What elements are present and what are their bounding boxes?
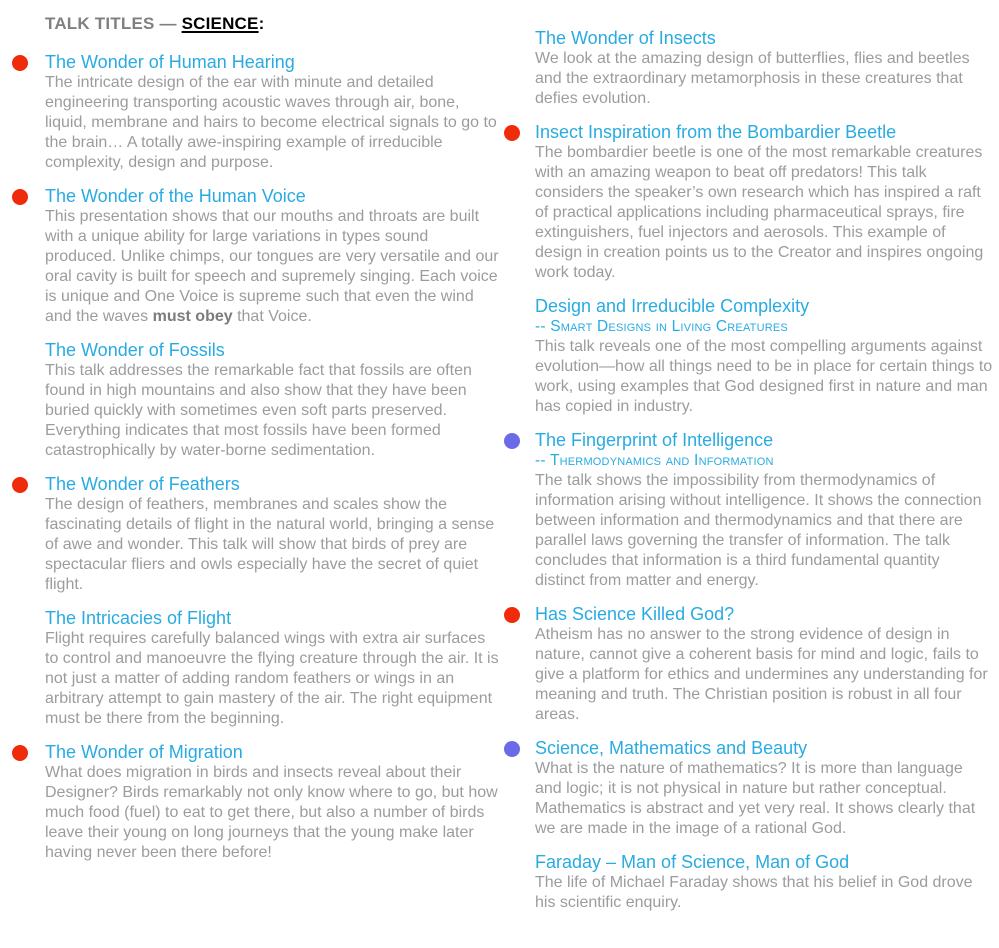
talk-item-human-voice xyxy=(10,185,502,327)
talk-title: The Wonder of Feathers xyxy=(45,474,240,494)
page-title-highlight: SCIENCE xyxy=(181,14,259,33)
description-text: that Voice. xyxy=(232,308,312,325)
bullet-slot xyxy=(10,473,45,595)
talk-description: Atheism has no answer to the strong evidence of design in nature, cannot give a coherent basis for mind and logic, fails to give a platform for ethics and undermines any understanding for meaning and truth. The Christian position is robust in all four areas. xyxy=(535,626,988,723)
talk-description: What is the nature of mathematics? It is more than language and logic; it is not physical in nature but rather conceptual. Mathematics is abstract and yet very real. It shows clearly that we are made in the image of a rational God. xyxy=(535,760,976,837)
talk-title: Has Science Killed God? xyxy=(535,604,735,624)
red-bullet-icon xyxy=(12,189,28,205)
red-bullet-icon xyxy=(12,55,28,71)
talk-title: The Wonder of Migration xyxy=(45,742,243,762)
bullet-slot xyxy=(502,737,535,839)
bullet-slot xyxy=(502,295,535,417)
talk-title: The Wonder of Fossils xyxy=(45,340,225,360)
bullet-slot xyxy=(10,741,45,863)
talk-description: The life of Michael Faraday shows that his belief in God drove his scientific enquiry. xyxy=(535,874,973,911)
talk-item-science-killed-god xyxy=(502,603,993,725)
talk-description: We look at the amazing design of butterflies, flies and beetles and the extraordinary metamorphosis in these creatures that defies evolution. xyxy=(535,50,970,107)
talk-item-faraday xyxy=(502,851,993,913)
talk-description: This talk reveals one of the most compelling arguments against evolution—how all things need to be in place for certain things to work, using examples that God designed first in nature and man has copied in industry. xyxy=(535,338,993,415)
bullet-slot xyxy=(502,121,535,283)
bullet-slot xyxy=(10,51,45,173)
red-bullet-icon xyxy=(12,477,28,493)
talk-item-insects xyxy=(502,27,993,109)
talk-item-irreducible-complexity xyxy=(502,295,993,417)
bullet-slot xyxy=(502,851,535,913)
talk-description: The design of feathers, membranes and scales show the fascinating details of flight in the natural world, bringing a sense of awe and wonder. This talk will show that birds of prey are spectacular fliers and owls especially have the secret of quiet flight. xyxy=(45,496,495,593)
talk-item-feathers xyxy=(10,473,502,595)
talk-item-fingerprint-intelligence xyxy=(502,429,993,591)
bullet-slot xyxy=(502,603,535,725)
talk-item-flight xyxy=(10,607,502,729)
talk-item-fossils xyxy=(10,339,502,461)
red-bullet-icon xyxy=(504,125,520,141)
bullet-slot xyxy=(10,185,45,327)
description-text: This presentation shows that our mouths and throats are built with a unique ability for large variations in types sound produced. Unlike chimps, our tongues are very versatile and our oral cavity is built for speech and supremely singing. Each voice is unique and One Voice is supreme such that even the wind and the waves xyxy=(45,208,499,325)
purple-bullet-icon xyxy=(504,433,520,449)
talk-title: Faraday – Man of Science, Man of God xyxy=(535,852,850,872)
bullet-slot xyxy=(10,339,45,461)
page-title-colon: : xyxy=(258,14,265,33)
talk-title: The Intricacies of Flight xyxy=(45,608,232,628)
talk-subtitle: -- Smart Designs in Living Creatures xyxy=(535,318,788,335)
talk-title: The Wonder of Insects xyxy=(535,28,716,48)
bullet-slot xyxy=(502,429,535,591)
page-title-prefix: TALK TITLES — xyxy=(45,14,182,33)
bullet-slot xyxy=(10,607,45,729)
talk-item-mathematics-beauty xyxy=(502,737,993,839)
page-title xyxy=(45,14,502,34)
talk-title: The Wonder of the Human Voice xyxy=(45,186,306,206)
talk-item-human-hearing xyxy=(10,51,502,173)
talk-title: Insect Inspiration from the Bombardier Beetle xyxy=(535,122,897,142)
talk-subtitle: -- Thermodynamics and Information xyxy=(535,452,774,469)
talk-item-migration xyxy=(10,741,502,863)
talk-description: The intricate design of the ear with minute and detailed engineering transporting acoustic waves through air, bone, liquid, membrane and hairs to become electrical signals to go to the brain… A totally awe-inspiring example of irreducible complexity, design and purpose. xyxy=(45,74,497,171)
right-column xyxy=(502,27,993,925)
red-bullet-icon xyxy=(504,607,520,623)
talk-title: Design and Irreducible Complexity xyxy=(535,296,810,316)
talk-item-bombardier-beetle xyxy=(502,121,993,283)
talk-description: The talk shows the impossibility from thermodynamics of information arising without intelligence. It shows the connection between information and thermodynamics and that there are parallel laws governing the transfer of information. The talk concludes that information is a third fundamental quantity distinct from matter and energy. xyxy=(535,472,982,589)
talk-title: Science, Mathematics and Beauty xyxy=(535,738,808,758)
talk-description: What does migration in birds and insects reveal about their Designer? Birds remarkably not only know where to go, but how much food (fuel) to eat to get there, but also a number of birds leave their young on long journeys that the young make later having never been there before! xyxy=(45,764,498,861)
red-bullet-icon xyxy=(12,745,28,761)
talk-description: The bombardier beetle is one of the most remarkable creatures with an amazing weapon to beat off predators! This talk considers the speaker’s own research which has inspired a raft of practical applications including pharmaceutical sprays, fire extinguishers, fuel injectors and aerosols. This example of design in creation points us to the Creator and inspires ongoing work today. xyxy=(535,144,984,281)
talk-title: The Wonder of Human Hearing xyxy=(45,52,295,72)
talk-description xyxy=(45,207,502,327)
talk-title: The Fingerprint of Intelligence xyxy=(535,430,774,450)
talk-description: Flight requires carefully balanced wings with extra air surfaces to control and manoeuvre the flying creature through the air. It is not just a matter of adding random feathers or wings in an arbitrary attempt to gain mastery of the air. The right equipment must be there from the beginning. xyxy=(45,630,499,727)
purple-bullet-icon xyxy=(504,741,520,757)
left-column xyxy=(10,12,502,925)
talk-description: This talk addresses the remarkable fact that fossils are often found in high mountains and also show that they have been buried quickly with sometimes even soft parts preserved. Everything indicates that most fossils have been formed catastrophically by water-borne sedimentation. xyxy=(45,362,472,459)
description-bold-text: must obey xyxy=(152,308,233,325)
bullet-slot xyxy=(502,27,535,109)
